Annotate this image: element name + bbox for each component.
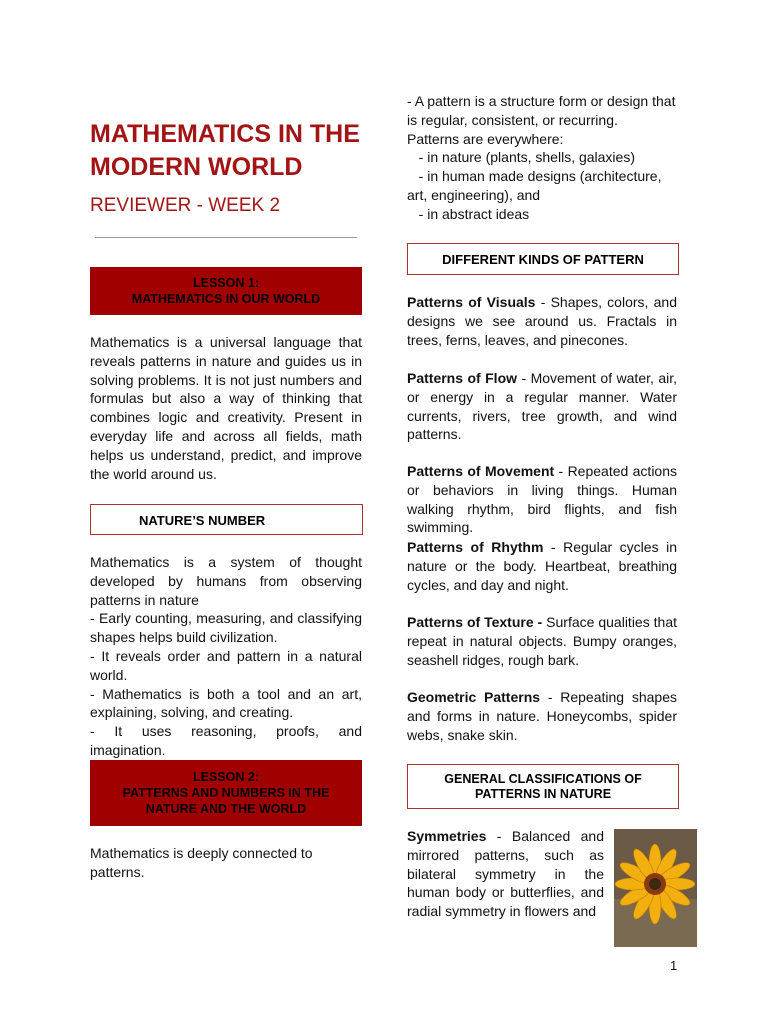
- natures-number-heading: NATURE’S NUMBER: [90, 504, 363, 535]
- kinds-heading: DIFFERENT KINDS OF PATTERN: [407, 243, 679, 275]
- kind-rhythm: Patterns of Rhythm - Regular cycles in nature or the body. Heartbeat, breathing cycles, and day and night.: [407, 539, 677, 593]
- page-title: MATHEMATICS IN THE MODERN WORLD: [90, 120, 360, 181]
- kind-visuals: Patterns of Visuals - Shapes, colors, and designs we see around us. Fractals in trees, ferns, leaves, and pinecones.: [407, 294, 677, 348]
- divider: [95, 237, 357, 238]
- kind-movement: Patterns of Movement - Repeated actions or behaviors in living things. Human walking rhythm, bird flights, and fish swimming.: [407, 463, 677, 536]
- page-subtitle: REVIEWER - WEEK 2: [90, 195, 281, 216]
- lesson1-paragraph: Mathematics is a universal language that reveals patterns in nature and guides us in solving problems. It is not just numbers and formulas but also a way of thinking that combines logic and creativity. Present in everyday life and across all fields, math helps us understand, predict, and improve the world around us.: [90, 334, 362, 482]
- classifications-heading: GENERAL CLASSIFICATIONS OF PATTERNS IN NATURE: [407, 764, 679, 809]
- flower-icon: [614, 829, 697, 947]
- kind-texture: Patterns of Texture - Surface qualities that repeat in natural objects. Bumpy oranges, seashell ridges, rough bark.: [407, 614, 677, 668]
- flower-image: [614, 829, 697, 947]
- kind-geometric: Geometric Patterns - Repeating shapes and forms in nature. Honeycombs, spider webs, snake skin.: [407, 689, 677, 743]
- lesson1-banner: LESSON 1: MATHEMATICS IN OUR WORLD: [90, 267, 362, 315]
- list-item: - Early counting, measuring, and classifying shapes helps build civilization.: [90, 610, 362, 646]
- list-item: - It reveals order and pattern in a natural world.: [90, 647, 362, 683]
- page-number: 1: [670, 958, 678, 973]
- natures-number-body: Mathematics is a system of thought developed by humans from observing patterns in nature - Early counting, measuring, and classifying shapes helps build civilization. - It reveals order and pattern in a natural world. - Mathematics is both a tool and an art, explaining, solving, and creating. - It uses reasoning, proofs, and imagination.: [90, 554, 362, 758]
- list-item: - It uses reasoning, proofs, and imagination.: [90, 723, 362, 758]
- list-item: - Mathematics is both a tool and an art, explaining, solving, and creating.: [90, 685, 362, 721]
- kind-flow: Patterns of Flow - Movement of water, air, or energy in a regular manner. Water currents, rivers, tree growth, and wind patterns.: [407, 370, 678, 443]
- lesson2-banner: LESSON 2: PATTERNS AND NUMBERS IN THE NATURE AND THE WORLD: [90, 760, 362, 826]
- pattern-intro: - A pattern is a structure form or design that is regular, consistent, or recurring. Patterns are everywhere: - in nature (plants, shells, galaxies) - in human made designs (architecture, art, engineering), and - in abstract ideas: [407, 93, 680, 222]
- symmetries-paragraph: Symmetries - Balanced and mirrored patterns, such as bilateral symmetry in the human body or butterflies, and radial symmetry in flowers and: [407, 828, 604, 920]
- lesson2-paragraph: Mathematics is deeply connected to patterns.: [90, 845, 313, 880]
